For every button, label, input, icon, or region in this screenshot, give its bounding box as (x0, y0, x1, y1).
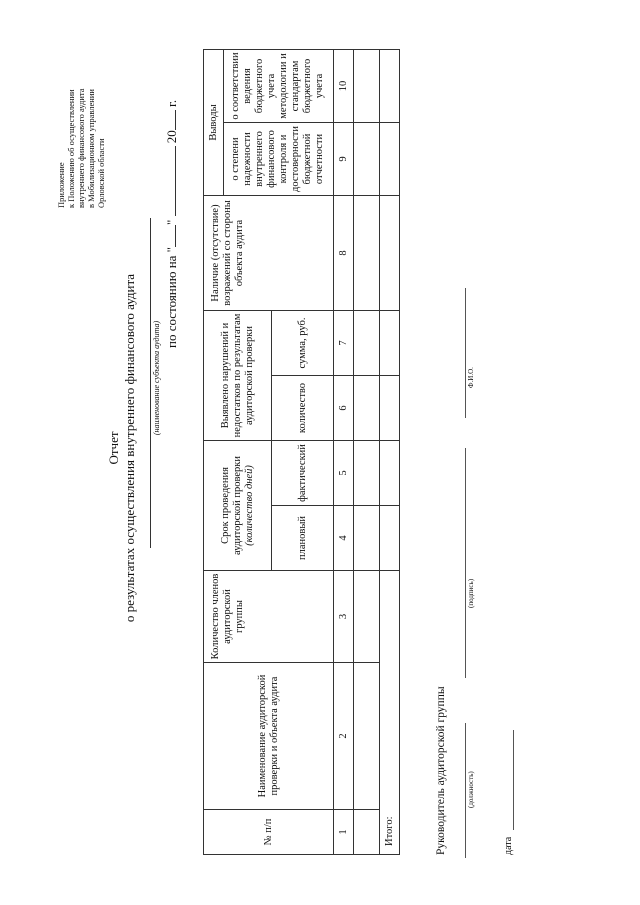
header-term-actual: фактический (272, 441, 334, 506)
appendix-line: к Положению об осуществлении (66, 89, 76, 208)
audit-results-table (203, 49, 400, 855)
report-subtitle: о результатах осуществления внутреннего финансового аудита (122, 273, 137, 623)
header-audit-term-text: Срок проведения аудиторской проверки (219, 456, 243, 555)
total-label: Итого: (380, 571, 400, 855)
table-cell (354, 311, 380, 376)
signature-line (465, 448, 466, 678)
name-line (465, 288, 466, 418)
column-number: 3 (334, 571, 354, 663)
total-cell (380, 49, 400, 122)
appendix-note (56, 8, 106, 208)
header-conclusion-reliability: о степени надежности внутреннего финансового контроля и достоверности бюджетной отчетности (224, 123, 334, 196)
header-conclusion-compliance: о соответствии ведения бюджетного учета методологии и стандартам бюджетного учета (224, 49, 334, 122)
table-cell (354, 506, 380, 571)
header-objections: Наличие (отсутствие) возражений со стороны объекта аудита (204, 196, 334, 311)
table-cell (354, 810, 380, 855)
column-number: 4 (334, 506, 354, 571)
as-of-date (164, 100, 180, 348)
date-line (513, 730, 514, 830)
table-cell (354, 123, 380, 196)
column-number: 10 (334, 49, 354, 122)
table-cell (354, 49, 380, 122)
total-cell (380, 311, 400, 376)
column-number: 8 (334, 196, 354, 311)
total-cell (380, 441, 400, 506)
column-number: 1 (334, 810, 354, 855)
column-numbers-row (334, 49, 354, 854)
column-number: 6 (334, 376, 354, 441)
position-caption: (должность) (467, 771, 475, 808)
column-number: 5 (334, 441, 354, 506)
column-number: 9 (334, 123, 354, 196)
date-label: дата (503, 836, 514, 855)
table-cell (354, 196, 380, 311)
appendix-line: Приложение (56, 162, 66, 208)
table-cell (354, 376, 380, 441)
signature-caption: (подпись) (467, 578, 475, 608)
header-audit-term-note: (количество дней) (243, 465, 255, 546)
header-number: № п/п (204, 810, 334, 855)
table-row (354, 49, 380, 854)
day-blank (175, 225, 176, 247)
year-prefix: 20 (164, 130, 179, 144)
total-cell (380, 376, 400, 441)
signature-title: Руководитель аудиторской группы (435, 686, 447, 855)
total-cell (380, 506, 400, 571)
name-caption: Ф.И.О. (467, 367, 475, 388)
appendix-line: Орловской области (96, 138, 106, 208)
header-term-planned: плановый (272, 506, 334, 571)
header-violations-quantity: количество (272, 376, 334, 441)
appendix-line: внутреннего финансового аудита (76, 88, 86, 208)
column-number: 7 (334, 311, 354, 376)
table-cell (354, 663, 380, 810)
month-blank (175, 146, 176, 216)
header-audit-term (204, 441, 272, 571)
year-suffix: г. (164, 99, 179, 107)
report-title: Отчет (106, 431, 121, 465)
header-violations-sum: сумма, руб. (272, 311, 334, 376)
total-cell (380, 196, 400, 311)
subject-caption: (наименование субъекта аудита) (152, 320, 161, 436)
column-number: 2 (334, 663, 354, 810)
document-page (0, 8, 620, 888)
table-cell (354, 571, 380, 663)
header-group-members: Количество членов аудиторской группы (204, 571, 334, 663)
table-cell (354, 441, 380, 506)
header-conclusions: Выводы (204, 49, 224, 195)
header-violations-found: Выявлено нарушений и недостатков по результатам аудиторской проверки (204, 311, 272, 441)
total-cell (380, 123, 400, 196)
position-line (465, 723, 466, 858)
header-audit-name: Наименование аудиторской проверки и объекта аудита (204, 663, 334, 810)
total-row (380, 49, 400, 854)
as-of-prefix: по состоянию на " (164, 247, 179, 348)
as-of-quote: " (164, 219, 179, 226)
appendix-line: в Мобилизационном управлении (86, 89, 96, 208)
subject-underline (150, 218, 151, 548)
year-blank (175, 110, 176, 130)
